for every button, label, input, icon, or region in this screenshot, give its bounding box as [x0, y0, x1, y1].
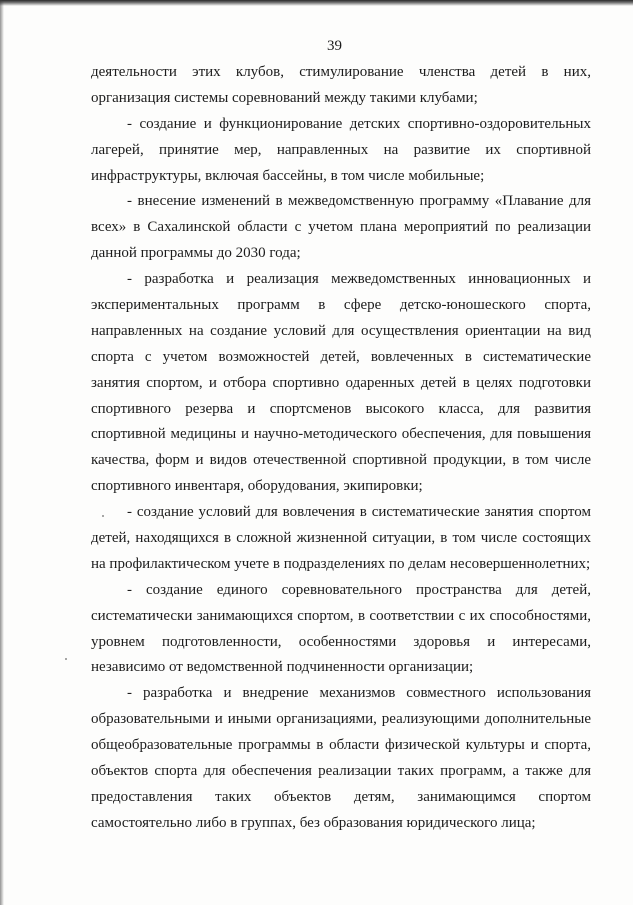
- scan-speck: [102, 515, 104, 517]
- text-line: направленных на создание условий для осуществления ориентации на вид: [91, 322, 591, 339]
- text-line: на профилактическом учете в подразделениях по делам несовершеннолетних;: [91, 555, 591, 572]
- text-line: самостоятельно либо в группах, без образования юридического лица;: [91, 814, 536, 831]
- list-item-line: - разработка и реализация межведомственных инновационных и: [127, 271, 591, 288]
- text-line: спорта с учетом возможностей детей, вовлеченных в систематические: [91, 348, 591, 365]
- text-line: всех» в Сахалинской области с учетом плана мероприятий по реализации: [91, 219, 591, 236]
- scan-speck: [65, 658, 67, 660]
- text-line: спортивного резерва и спортсменов высокого класса, для развития: [91, 400, 591, 417]
- text-line: данной программы до 2030 года;: [91, 245, 301, 262]
- text-line: образовательными и иными организациями, реализующими дополнительные: [91, 711, 591, 728]
- text-line: детей, находящихся в сложной жизненной ситуации, в том числе состоящих: [91, 530, 591, 547]
- list-item-line: - создание единого соревновательного пространства для детей,: [127, 581, 591, 598]
- text-line: предоставления таких объектов детям, занимающимся спортом: [91, 788, 591, 805]
- text-line: уровнем подготовленности, особенностями здоровья и интересами,: [91, 633, 591, 650]
- document-body: [91, 60, 591, 837]
- text-line: организация системы соревнований между такими клубами;: [91, 89, 478, 106]
- text-line: независимо от ведомственной подчиненности организации;: [91, 659, 474, 676]
- text-line: качества, форм и видов отечественной спортивной продукции, в том числе: [91, 452, 591, 469]
- scan-edge-left: [0, 0, 4, 905]
- text-line: спортивного инвентаря, оборудования, экипировки;: [91, 478, 423, 495]
- text-line: экспериментальных программ в сфере детско-юношеского спорта,: [91, 297, 591, 314]
- page-number: 39: [327, 38, 342, 54]
- text-line: спортивной медицины и научно-методического обеспечения, для повышения: [91, 426, 591, 443]
- text-line: деятельности этих клубов, стимулирование членства детей в них,: [91, 64, 591, 80]
- text-line: объектов спорта для обеспечения реализации таких программ, а также для: [91, 763, 591, 780]
- text-line: систематически занимающихся спортом, в соответствии с их способностями,: [91, 607, 591, 624]
- text-line: лагерей, принятие мер, направленных на развитие их спортивной: [91, 141, 591, 158]
- list-item-line: - создание условий для вовлечения в систематические занятия спортом: [127, 504, 591, 521]
- text-line: инфраструктуры, включая бассейны, в том числе мобильные;: [91, 167, 485, 184]
- text-line: занятия спортом, и отбора спортивно одаренных детей в целях подготовки: [91, 374, 591, 391]
- list-item-line: - создание и функционирование детских спортивно-оздоровительных: [127, 115, 591, 132]
- list-item-line: - разработка и внедрение механизмов совместного использования: [127, 685, 591, 702]
- text-line: общеобразовательные программы в области физической культуры и спорта,: [91, 737, 591, 754]
- scan-edge-top: [0, 0, 633, 6]
- list-item-line: - внесение изменений в межведомственную программу «Плавание для: [127, 193, 591, 210]
